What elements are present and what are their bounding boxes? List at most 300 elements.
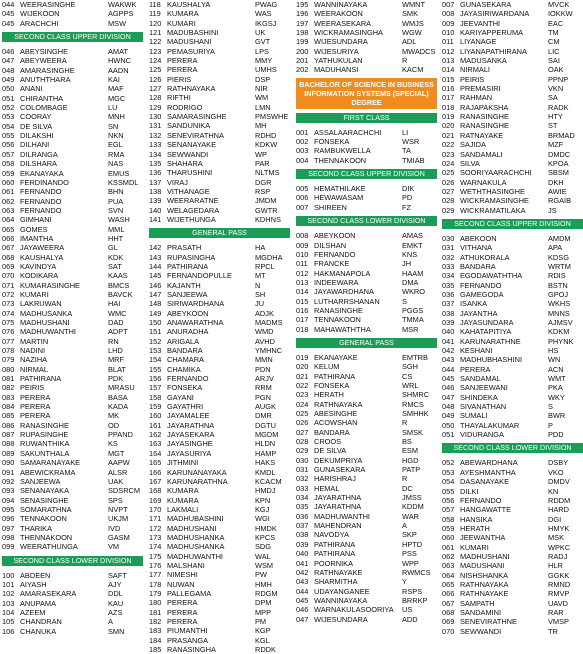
- index-number: 065: [442, 579, 455, 589]
- list-item: [149, 468, 290, 477]
- index-number: 007: [296, 202, 309, 212]
- surname: DILAKSHI: [20, 131, 54, 141]
- list-item: [149, 327, 290, 336]
- surname: KARUNANAYAKA: [167, 467, 227, 477]
- list-item: [149, 56, 290, 65]
- initials: KGL: [255, 635, 270, 645]
- list-item: [2, 571, 143, 580]
- index-number: 200: [296, 46, 309, 56]
- initials: Y: [402, 577, 407, 587]
- list-item: [2, 178, 143, 187]
- surname: MADHUBHASHINI: [460, 355, 523, 365]
- index-number: 157: [149, 383, 162, 393]
- surname: RATHNAYAKE: [314, 567, 363, 577]
- initials: RADK: [548, 102, 569, 112]
- surname: KAUSHALYA: [20, 252, 64, 262]
- initials: OAK: [548, 65, 564, 75]
- index-number: 010: [296, 249, 309, 259]
- surname: TENNAKOON: [314, 315, 361, 325]
- surname: RIFTHI: [167, 93, 191, 103]
- surname: DILKI: [460, 486, 479, 496]
- index-number: 063: [442, 561, 455, 571]
- surname: GAMEGODA: [460, 289, 504, 299]
- surname: PERERA: [167, 607, 198, 617]
- initials: DMR: [255, 411, 272, 421]
- index-number: 045: [296, 595, 309, 605]
- list-item: [2, 327, 143, 336]
- list-item: [442, 327, 583, 336]
- surname: SENANAYAKA: [20, 486, 70, 496]
- surname: DEKUMPRIYA: [314, 455, 363, 465]
- index-number: 025: [442, 168, 455, 178]
- list-item: [442, 617, 583, 626]
- initials: RWMCS: [402, 567, 431, 577]
- surname: COORAY: [20, 112, 52, 122]
- surname: PATHIRANA: [167, 261, 209, 271]
- initials: BSTN: [548, 280, 568, 290]
- index-number: 062: [2, 196, 15, 206]
- surname: KAVINDYA: [20, 261, 57, 271]
- list-item: [296, 278, 437, 287]
- initials: WAKWK: [108, 0, 137, 9]
- initials: R: [402, 418, 408, 428]
- list-item: [296, 437, 437, 446]
- surname: JAYASEKARA: [167, 430, 215, 440]
- initials: SAFT: [108, 570, 127, 580]
- surname: WARNAKULASOORIYA: [314, 605, 394, 615]
- list-item: [2, 589, 143, 598]
- index-number: 015: [296, 296, 309, 306]
- section-header: GENERAL PASS: [149, 228, 290, 238]
- surname: JITHMINI: [167, 458, 199, 468]
- index-number: 162: [149, 430, 162, 440]
- list-item: [296, 428, 437, 437]
- index-number: 098: [2, 532, 15, 542]
- list-item: [2, 169, 143, 178]
- index-number: 014: [296, 287, 309, 297]
- list-item: [2, 84, 143, 93]
- surname: KUMARA: [167, 9, 199, 19]
- surname: RANASINGHE: [460, 121, 509, 131]
- initials: SPS: [108, 495, 123, 505]
- initials: SKP: [402, 530, 417, 540]
- initials: WAS: [255, 9, 272, 19]
- list-item: [149, 271, 290, 280]
- index-number: 035: [296, 502, 309, 512]
- list-item: [296, 568, 437, 577]
- initials: LI: [402, 127, 409, 137]
- index-number: 064: [2, 215, 15, 225]
- list-item: [2, 337, 143, 346]
- initials: VKO: [548, 467, 564, 477]
- initials: AWIE: [548, 186, 567, 196]
- surname: AZEEM: [20, 607, 46, 617]
- surname: WIJESUNDARA: [314, 37, 368, 47]
- list-item: [442, 383, 583, 392]
- index-number: 118: [149, 0, 161, 9]
- initials: DGI: [548, 514, 562, 524]
- index-number: 079: [2, 355, 15, 365]
- index-number: 085: [2, 411, 15, 421]
- surname: PERERA: [167, 598, 198, 608]
- initials: HMDK: [255, 523, 277, 533]
- index-number: 175: [149, 551, 162, 561]
- surname: RANASINGHE: [460, 112, 509, 122]
- surname: SEWWANDI: [167, 149, 209, 159]
- list-item: [296, 306, 437, 315]
- index-number: 091: [2, 467, 15, 477]
- index-number: 059: [2, 168, 15, 178]
- initials: JMDM: [255, 196, 277, 206]
- initials: CS: [402, 371, 413, 381]
- list-item: [149, 112, 290, 121]
- initials: PAR: [255, 158, 270, 168]
- surname: AMARASINGHE: [20, 65, 75, 75]
- list-item: [2, 346, 143, 355]
- initials: GGKK: [548, 570, 570, 580]
- index-number: 070: [442, 626, 455, 636]
- initials: DMDV: [548, 477, 570, 487]
- initials: RSPS: [402, 586, 423, 596]
- list-item: [2, 290, 143, 299]
- list-item: [296, 287, 437, 296]
- initials: KGP: [255, 626, 271, 636]
- surname: SANDAMINI: [460, 607, 502, 617]
- list-item: [149, 140, 290, 149]
- initials: P: [548, 420, 553, 430]
- surname: KODIKARA: [20, 271, 59, 281]
- index-number: 061: [2, 187, 15, 197]
- list-item: [296, 65, 437, 74]
- list-item: [442, 309, 583, 318]
- surname: MADHUSHANKA: [167, 542, 225, 552]
- index-number: 095: [2, 504, 15, 514]
- index-number: 080: [2, 364, 15, 374]
- initials: AADN: [108, 65, 129, 75]
- index-number: 013: [296, 277, 309, 287]
- index-number: 163: [149, 439, 162, 449]
- list-item: [442, 515, 583, 524]
- initials: ACN: [548, 364, 564, 374]
- list-item: [2, 505, 143, 514]
- initials: PDN: [255, 364, 271, 374]
- surname: ANANI: [20, 84, 43, 94]
- index-number: 199: [296, 37, 309, 47]
- index-number: 003: [296, 146, 309, 156]
- list-item: [442, 496, 583, 505]
- index-number: 055: [2, 131, 15, 141]
- list-item: [149, 458, 290, 467]
- surname: RUPASINGHA: [167, 252, 216, 262]
- surname: MADHUSANKA: [20, 308, 73, 318]
- surname: KARUNARATHNE: [460, 336, 521, 346]
- initials: DC: [402, 483, 413, 493]
- list-item: [149, 393, 290, 402]
- index-number: 159: [149, 402, 162, 412]
- initials: PATP: [402, 465, 421, 475]
- list-item: [442, 458, 583, 467]
- initials: PW: [255, 570, 267, 580]
- list-item: [296, 446, 437, 455]
- index-number: 037: [442, 299, 455, 309]
- surname: RATHNAYAKA: [460, 579, 509, 589]
- index-number: 100: [2, 570, 15, 580]
- initials: SMN: [108, 626, 125, 636]
- list-item: [149, 430, 290, 439]
- index-number: 026: [442, 177, 455, 187]
- list-item: [149, 496, 290, 505]
- initials: MNNS: [548, 308, 570, 318]
- initials: SN: [108, 121, 119, 131]
- index-number: 024: [296, 399, 309, 409]
- index-number: 153: [149, 346, 162, 356]
- list-item: [442, 206, 583, 215]
- surname: IMANTHA: [20, 233, 54, 243]
- initials: WPKC: [548, 542, 571, 552]
- index-number: 038: [296, 530, 309, 540]
- index-number: 142: [149, 243, 162, 253]
- index-number: 049: [442, 411, 455, 421]
- index-number: 155: [149, 364, 162, 374]
- list-item: [442, 468, 583, 477]
- list-item: [2, 0, 143, 9]
- initials: RMCS: [402, 399, 424, 409]
- surname: KUMARI: [167, 18, 196, 28]
- list-item: [149, 196, 290, 205]
- surname: THARUSHINI: [167, 168, 213, 178]
- section-header: SECOND CLASS LOWER DIVISION: [296, 216, 437, 226]
- index-number: 096: [2, 514, 15, 524]
- surname: AIYASH: [20, 579, 47, 589]
- surname: HEMAL: [314, 483, 340, 493]
- list-item: [296, 484, 437, 493]
- list-item: [296, 615, 437, 624]
- surname: KUMARASINGHE: [20, 280, 80, 290]
- initials: WSM: [255, 560, 274, 570]
- surname: SIVANATHAN: [460, 402, 507, 412]
- list-item: [149, 318, 290, 327]
- list-item: [442, 56, 583, 65]
- index-number: 156: [149, 374, 162, 384]
- surname: INDEEWARA: [314, 277, 359, 287]
- surname: JAYARATHNA: [314, 493, 362, 503]
- initials: KSSMDL: [108, 177, 139, 187]
- list-item: [2, 318, 143, 327]
- index-number: 171: [149, 514, 162, 524]
- index-number: 063: [2, 205, 15, 215]
- index-number: 141: [149, 214, 162, 224]
- index-number: 068: [442, 607, 455, 617]
- surname: PERERA: [167, 617, 198, 626]
- list-item: [149, 636, 290, 645]
- surname: KUMARA: [167, 495, 199, 505]
- index-number: 067: [442, 598, 455, 608]
- surname: VITHANA: [460, 243, 493, 253]
- surname: FERNANDO: [460, 280, 502, 290]
- list-item: [2, 56, 143, 65]
- index-number: 027: [442, 186, 455, 196]
- initials: WMT: [548, 374, 566, 384]
- initials: AMDM: [548, 233, 571, 243]
- index-number: 060: [2, 177, 15, 187]
- surname: MADUHANSI: [314, 65, 359, 75]
- surname: RATNAYAKE: [460, 130, 504, 140]
- surname: COLOMBAGE: [20, 103, 68, 113]
- initials: KPN: [255, 495, 271, 505]
- index-number: 161: [149, 420, 162, 430]
- surname: PATHIRANA: [20, 374, 62, 384]
- list-item: [2, 608, 143, 617]
- list-item: [442, 524, 583, 533]
- list-item: [296, 456, 437, 465]
- list-item: [2, 524, 143, 533]
- list-item: [149, 187, 290, 196]
- list-item: [2, 187, 143, 196]
- initials: NVPT: [108, 504, 128, 514]
- list-item: [2, 627, 143, 636]
- index-number: 005: [296, 184, 309, 194]
- list-item: [149, 383, 290, 392]
- index-number: 158: [149, 392, 162, 402]
- index-number: 150: [149, 318, 162, 327]
- index-number: 043: [296, 577, 309, 587]
- list-item: [2, 262, 143, 271]
- index-number: 034: [442, 271, 455, 281]
- initials: PGGS: [402, 305, 424, 315]
- surname: LAKMALI: [167, 504, 199, 514]
- index-number: 083: [2, 392, 15, 402]
- surname: WANNINAYAKA: [314, 595, 368, 605]
- initials: RMA: [108, 149, 125, 159]
- index-number: 179: [149, 588, 162, 598]
- list-item: [2, 75, 143, 84]
- initials: UAK: [108, 476, 124, 486]
- surname: PALLEGAMA: [167, 588, 212, 598]
- index-number: 061: [442, 542, 455, 552]
- surname: NAVODYA: [314, 530, 350, 540]
- index-number: 169: [149, 495, 162, 505]
- index-number: 167: [149, 476, 162, 486]
- index-number: 165: [149, 458, 162, 468]
- surname: PIUMANTHI: [167, 626, 208, 636]
- initials: A: [108, 617, 113, 627]
- list-item: [149, 589, 290, 598]
- list-item: [442, 84, 583, 93]
- list-item: [296, 0, 437, 9]
- surname: HAKMANAPOLA: [314, 268, 371, 278]
- surname: BANDARA: [460, 261, 496, 271]
- list-item: [442, 103, 583, 112]
- index-number: 122: [149, 37, 162, 47]
- surname: MADHUBASHINI: [167, 514, 224, 524]
- surname: MADUSHANI: [167, 37, 212, 47]
- list-item: [149, 411, 290, 420]
- surname: JAYARATHNA: [167, 420, 215, 430]
- list-item: [296, 19, 437, 28]
- list-item: [2, 374, 143, 383]
- surname: SIRIWARDHANA: [167, 299, 225, 309]
- index-number: 097: [2, 523, 15, 533]
- index-number: 046: [442, 383, 455, 393]
- surname: KUMARI: [20, 289, 49, 299]
- index-number: 094: [2, 495, 15, 505]
- surname: ABDEEN: [20, 570, 51, 580]
- list-item: [149, 524, 290, 533]
- index-number: 021: [442, 130, 455, 140]
- index-number: 016: [442, 84, 455, 94]
- surname: CHANUKA: [20, 626, 57, 636]
- initials: WAR: [402, 511, 419, 521]
- list-item: [296, 269, 437, 278]
- surname: JAYASURIYA: [167, 448, 212, 458]
- index-number: 029: [296, 446, 309, 456]
- index-number: 044: [2, 0, 15, 9]
- list-item: [296, 540, 437, 549]
- list-item: [442, 533, 583, 542]
- list-item: [442, 337, 583, 346]
- initials: BAVCK: [108, 289, 133, 299]
- surname: MADUSHANI: [460, 561, 505, 571]
- initials: S: [548, 402, 553, 412]
- index-number: 011: [442, 37, 454, 47]
- initials: SDG: [255, 542, 272, 552]
- surname: SENASINGHE: [20, 495, 69, 505]
- surname: KAJANTH: [167, 280, 201, 290]
- initials: BLAT: [108, 364, 126, 374]
- initials: LMN: [255, 102, 271, 112]
- list-item: [149, 617, 290, 626]
- list-item: [149, 262, 290, 271]
- surname: GOMES: [20, 224, 48, 234]
- surname: MADHUSHANKA: [167, 532, 225, 542]
- initials: MMN: [255, 355, 273, 365]
- initials: KAI: [108, 75, 120, 85]
- index-number: 093: [2, 486, 15, 496]
- list-item: [442, 9, 583, 18]
- initials: RADJ: [548, 551, 568, 561]
- list-item: [442, 580, 583, 589]
- list-item: [149, 421, 290, 430]
- initials: TA: [402, 146, 411, 156]
- list-item: [2, 47, 143, 56]
- list-item: [2, 411, 143, 420]
- index-number: 056: [442, 495, 455, 505]
- index-number: 062: [442, 551, 455, 561]
- initials: PMSWHE: [255, 112, 289, 122]
- initials: UK: [255, 28, 266, 38]
- list-item: [149, 103, 290, 112]
- initials: PHYNK: [548, 336, 574, 346]
- index-number: 050: [442, 420, 455, 430]
- initials: NIR: [255, 84, 268, 94]
- surname: WANNINAYAKA: [314, 0, 368, 9]
- index-number: 049: [2, 75, 15, 85]
- initials: TR: [548, 626, 558, 636]
- initials: RAR: [548, 607, 564, 617]
- list-item: [149, 514, 290, 523]
- initials: HS: [548, 346, 559, 356]
- surname: MAHAWATHTHA: [314, 324, 371, 334]
- surname: SANJEEWANI: [460, 383, 508, 393]
- index-number: 030: [296, 455, 309, 465]
- initials: MWADCS: [402, 46, 436, 56]
- list-item: [442, 355, 583, 364]
- surname: RATHNAYAKE: [460, 589, 509, 599]
- list-item: [442, 589, 583, 598]
- index-number: 002: [296, 137, 309, 147]
- index-number: 040: [442, 327, 455, 337]
- initials: MT: [255, 271, 266, 281]
